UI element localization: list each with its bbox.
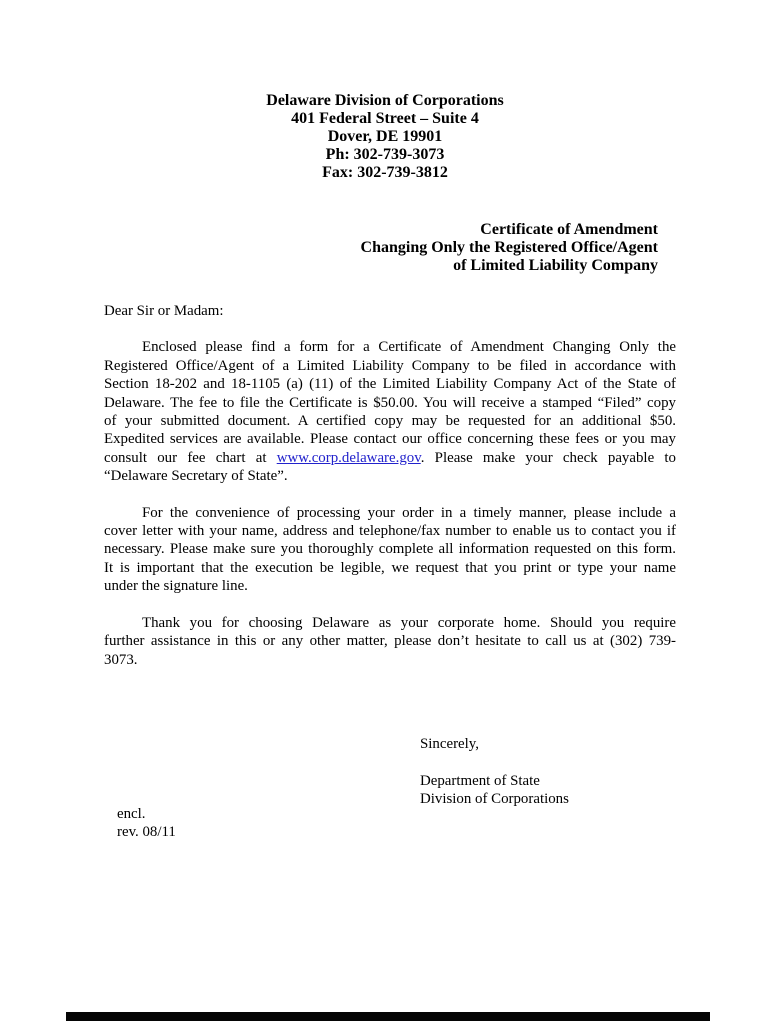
paragraph-line: under the signature line.: [104, 578, 248, 595]
subject-line-3: of Limited Liability Company: [453, 257, 658, 274]
paragraph-line: It is important that the execution be legible, we request that you print or type your name: [104, 559, 676, 576]
paragraph-text: consult our fee chart at: [104, 449, 277, 466]
closing-gap: [420, 753, 569, 771]
paragraph-3: [104, 614, 676, 669]
signer-division: Division of Corporations: [420, 791, 569, 808]
phone-number: Ph: 302-739-3073: [325, 146, 445, 163]
paragraph-line: Delaware. The fee to file the Certificate is $50.00. You will receive a stamped “Filed” copy: [104, 394, 676, 411]
street-address: 401 Federal Street – Suite 4: [291, 110, 479, 127]
letterhead: [0, 92, 770, 182]
paragraph-2: [104, 504, 676, 596]
paragraph-line: Expedited services are available. Please contact our office concerning these fees or you may: [104, 431, 676, 448]
subject-line-1: Certificate of Amendment: [480, 221, 658, 238]
paragraph-line: further assistance in this or any other matter, please don’t hesitate to call us at (302) 739-: [104, 633, 676, 650]
salutation: Dear Sir or Madam:: [104, 303, 224, 319]
paragraph-line: 3073.: [104, 651, 138, 668]
paragraph-line: cover letter with your name, address and telephone/fax number to enable us to contact you if: [104, 523, 676, 540]
paragraph-line: of your submitted document. A certified copy may be requested for an additional $50.: [104, 413, 676, 430]
paragraph-line: Section 18-202 and 18-1105 (a) (11) of the Limited Liability Company Act of the State of: [104, 376, 676, 393]
paragraph-line: “Delaware Secretary of State”.: [104, 468, 288, 485]
subject-block: [104, 221, 658, 275]
footer-notes: [117, 806, 176, 841]
signer-department: Department of State: [420, 772, 540, 789]
fee-chart-link[interactable]: www.corp.delaware.gov: [276, 449, 421, 466]
paragraph-line: [104, 449, 676, 467]
paragraph-line: Thank you for choosing Delaware as your corporate home. Should you require: [142, 614, 676, 631]
paragraph-line: Enclosed please find a form for a Certificate of Amendment Changing Only the: [142, 339, 676, 356]
letter-body: [104, 302, 676, 669]
paragraph-1: [104, 338, 676, 485]
paragraph-line: necessary. Please make sure you thoroughly complete all information requested on this form.: [104, 541, 676, 558]
closing-block: [420, 735, 569, 809]
city-state-zip: Dover, DE 19901: [327, 128, 443, 145]
paragraph-line: Registered Office/Agent of a Limited Liability Company to be filed in accordance with: [104, 357, 676, 374]
org-name: Delaware Division of Corporations: [266, 92, 504, 109]
revision-note: rev. 08/11: [117, 823, 176, 840]
valediction: Sincerely,: [420, 736, 479, 752]
paragraph-line: For the convenience of processing your order in a timely manner, please include a: [142, 504, 676, 521]
paragraph-text: . Please make your check payable to: [420, 449, 676, 466]
fax-number: Fax: 302-739-3812: [322, 164, 448, 181]
bottom-black-bar: [66, 1012, 710, 1021]
enclosure-note: encl.: [117, 806, 146, 822]
subject-line-2: Changing Only the Registered Office/Agent: [360, 239, 658, 256]
